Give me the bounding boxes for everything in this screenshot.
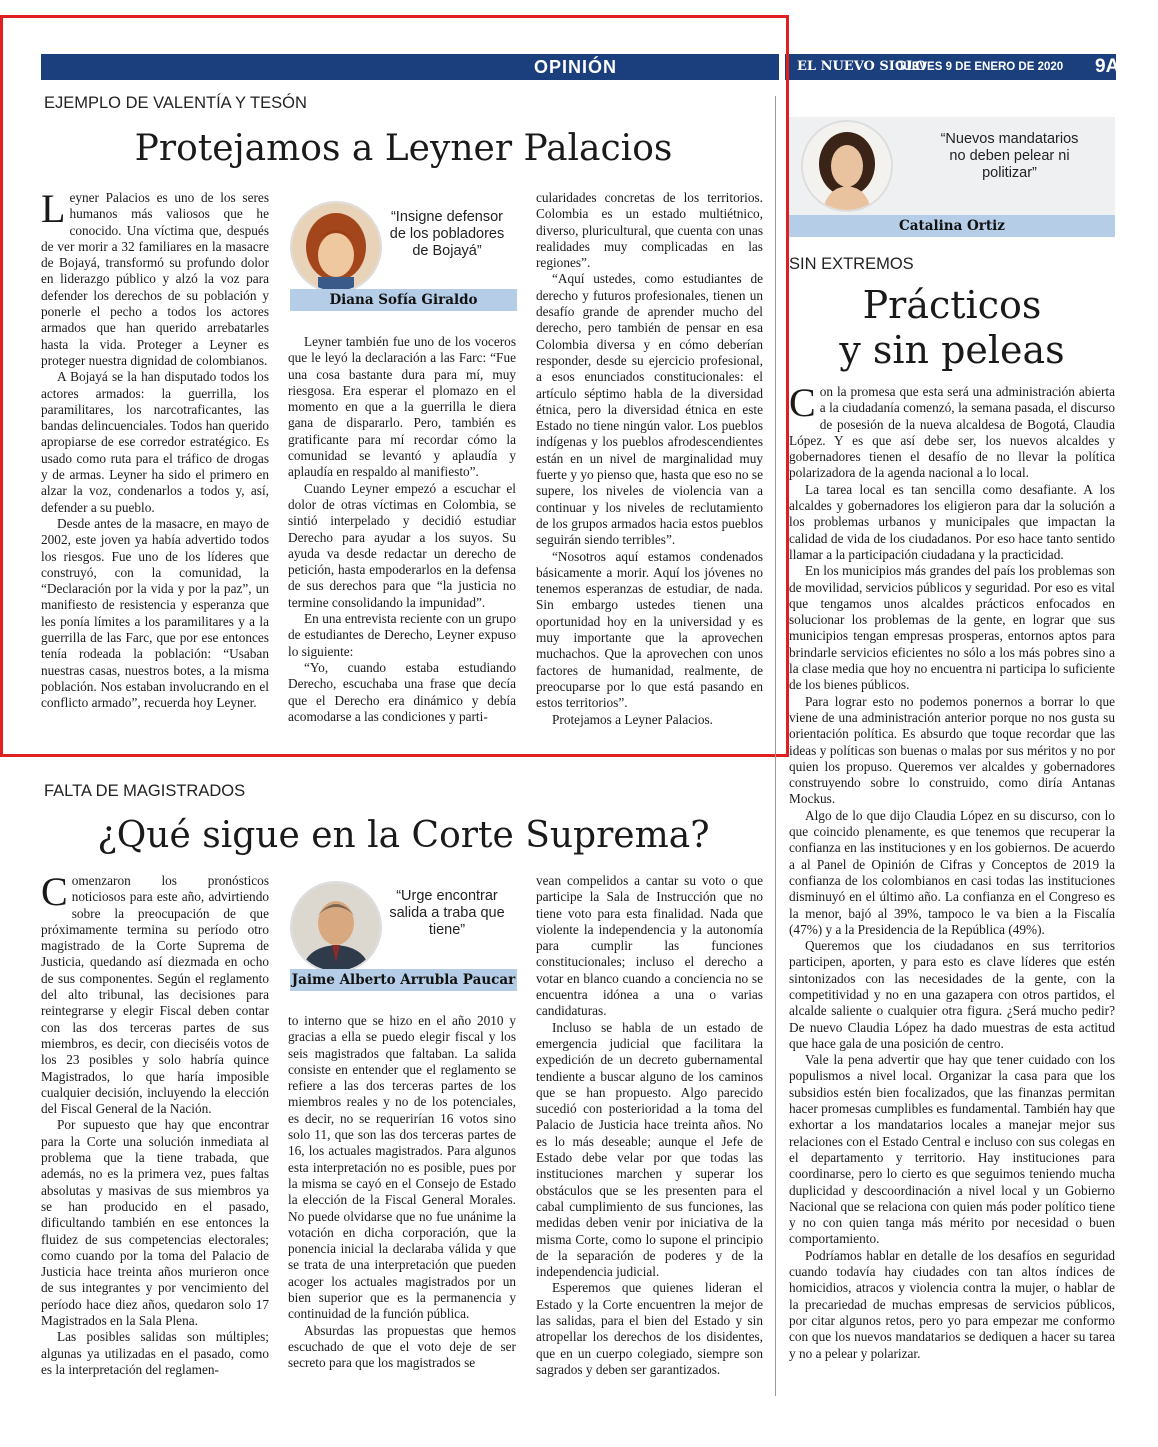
article3-p3: En los municipios más grandes del país los problemas son de movilidad, servicios públicos y seguridad. Por eso es vital que tengamos unos alcaldes prácticos enfocados en solucionar los problemas de la gente, en lograr que sus municipios tengan empresas prosperas, entornos aptos para brindarle servicios eficientes no sólo a los más pobres sino a la clase media que hoy no encuentra ni participa lo suficiente de los bienes públicos.: [789, 563, 1115, 693]
article2-col3-p3: Esperemos que quienes lideran el Estado y la Corte encuentren la mejor de las salidas, para el bien del Estado y sin atropellar los derechos de los disidentes, que en un cuerpo colegiado, siempre son sagrados y deben ser garantizados.: [536, 1280, 763, 1377]
article2-quote-text: “Urge encontrar salida a traba que tiene”: [389, 888, 505, 938]
article1-quote-text: “Insigne defensor de los pobladores de Bojayá”: [389, 209, 505, 259]
article1-column-3: [536, 190, 763, 728]
article3-author-name: Catalina Ortiz: [789, 215, 1115, 237]
article3-column: [789, 380, 1115, 1362]
article2-headline: ¿Qué sigue en la Corte Suprema?: [97, 815, 710, 856]
article2-column-2: [288, 1013, 516, 1372]
article1-kicker: EJEMPLO DE VALENTÍA Y TESÓN: [44, 94, 307, 112]
article3-quote-text: “Nuevos mandatarios no deben pelear ni politizar”: [940, 131, 1079, 181]
article2-col1-p2: Por supuesto que hay que encontrar para la Corte una solución inmediata al problema que la tiene trabada, que además, no es la primera vez, pues faltas absolutas y masivas de sus miembros ya se han producido en el pasado, dificultando también en ese entonces la fluidez de sus competencias electorales; como cuando por la toma del Palacio de Justicia hace treinta años murieron once de sus integrantes y por vencimiento del período hace diez años, quedaron solo 17 Magistrados en la Sala Plena.: [41, 1117, 269, 1329]
article2-column-1: [41, 869, 269, 1378]
article2-column-3: [536, 873, 763, 1378]
article2-col1-p1: [41, 869, 269, 1117]
portrait-icon: [292, 203, 380, 291]
article2-col3-p1: vean compelidos a cantar su voto o que participe la Sala de Instrucción que no tiene voto para esta finalidad. Nada que violente la independencia y la autonomía para cumplir las funciones constitucionales; incluso el derecho a votar en blanco cuando a conciencia no se encuentra idónea a una o varias candidaturas.: [536, 873, 763, 1019]
article3-p4: Para lograr esto no podemos ponernos a borrar lo que viene de una administración anterior porque no nos gusta su orientación política. Es absurdo que toque recordar que las ideas y políticas son buenas o malas por sus méritos y no por quien los propuso. Queremos ver alcaldes y gobernadores construyendo sobre lo construido, como diría Antanas Mockus.: [789, 693, 1115, 807]
drop-cap: C: [789, 380, 816, 425]
article3-kicker: SIN EXTREMOS: [789, 255, 914, 273]
article2-kicker: FALTA DE MAGISTRADOS: [44, 782, 246, 800]
article3-headline: [789, 283, 1115, 373]
article3-p2: La tarea local es tan sencilla como desafiante. A los alcaldes y gobernadores los eligieron para dar la solución a los problemas urbanos y municipales que impactan la calidad de vida de los ciudadanos. Por eso hace tanto sentido llamar a la participación ciudadana y la practicidad.: [789, 481, 1115, 562]
article1-pullquote: [288, 196, 517, 316]
page-number: 9A: [1095, 56, 1120, 77]
article3-pullquote: [789, 117, 1115, 237]
article1-col2-p1: Leyner también fue uno de los voceros que le leyó la declaración a las Farc: “Fue una cosa bastante dura para mí, muy riesgosa. Era esperar el plomazo en el momento en que a la guerrilla le diera gana de dispararlo. Pero, también es gratificante para mí recordar cómo la comunidad se levantó y aplaudía y aplaudía en respaldo al manifiesto”.: [288, 334, 516, 480]
section-label: OPINIÓN: [534, 57, 618, 77]
article2-col2-p1: to interno que se hizo en el año 2010 y gracias a ella se puedo elegir fiscal y los seis magistrados que faltaban. La salida consiste en entender que el reglamento se refiere a las dos terceras partes de los miembros reales y no de los potenciales, es decir, no se requerirían 16 votos sino solo 11, que son las dos terceras partes de 16, los actuales magistrados. Para algunos esta interpretación no es posible, pues por la misma se cayó en el Consejo de Estado la elección de la Fiscal General Morales. No puede olvidarse que no fue unánime la votación en dicha corporación, que la ponencia inicial la declaraba válida y que se trata de una interpretación que pueden acoger los actuales magistrados por un bien superior que es la permanencia y continuidad de la función pública.: [288, 1013, 516, 1322]
portrait-icon: [803, 122, 891, 210]
article3-headline-line2: y sin peleas: [839, 328, 1065, 372]
author-photo: [801, 120, 893, 212]
drop-cap: L: [41, 186, 66, 231]
drop-cap: C: [41, 869, 68, 914]
article3-p1: [789, 380, 1115, 482]
masthead-date: JUEVES 9 DE ENERO DE 2020: [897, 61, 1064, 73]
article1-col2-p3: En una entrevista reciente con un grupo de estudiantes de Derecho, Leyner expuso lo siguiente:: [288, 611, 516, 659]
article1-col3-p3: “Nosotros aquí estamos condenados básicamente a morir. Aquí los jóvenes no tenemos esperanzas de estudiar, de nada. Sin embargo ustedes tienen una oportunidad hoy en la universidad y es muy importante que la aprovechen muchachos. Que la aprovechen con unos factores de humanidad, realmente, de preocuparse por lo que está pasando en estos territorios”.: [536, 548, 763, 711]
article2-col3-p2: Incluso se habla de un estado de emergencia judicial que facilitara la expedición de un decreto gubernamental tendiente a buscar alguno de los caminos que se han propuesto. Algo parecido sucedió con posterioridad a la toma del Palacio de Justicia hace treinta años. No es lo más deseable; aunque el Jefe de Estado debe velar por que todas las instituciones marchen y superar los obstáculos que se les presenten para el cabal cumplimiento de sus funciones, las medidas deben venir por iniciativa de la misma Corte, como lo supone el principio de la separación de poderes y de la independencia judicial.: [536, 1019, 763, 1280]
article3-p7: Vale la pena advertir que hay que tener cuidado con los populismos a nivel local. Organizar la casa para que los subsidios estén bien focalizados, que las finanzas permitan hacer promesas cumplibles es fundamental. También hay que exhortar a los mandatarios locales a manejar mejor sus relaciones con el Estado Central e incluso con sus colegas en el departamento y territorio. Hay instituciones para coordinarse, pero lo cierto es que seguimos teniendo mucha duplicidad y descoordinación a nivel local y un Gobierno Nacional que se relaciona con quien más poder político tiene y no con quien tanga más mérito por necesidad o buen comportamiento.: [789, 1052, 1115, 1247]
article1-col1-p3: Desde antes de la masacre, en mayo de 2002, este joven ya había advertido todos los riesgos. Fue uno de los líderes que construyó, con la comunidad, la “Declaración por la vida y por la paz”, un manifiesto de resistencia y esperanza que les ponía límites a los paramilitares y a la guerrilla de las Farc, que por ese entonces tenía rodeada la población: “Usaban nuestras casas, nuestros botes, a la misma población. Nos estaban involucrando en el conflicto armado”, recuerda hoy Leyner.: [41, 515, 269, 711]
article2-col1-p3: Las posibles salidas son múltiples; algunas ya utilizadas en el pasado, como es la interpretación del reglamen-: [41, 1329, 269, 1377]
article2-author-name: Jaime Alberto Arrubla Paucar: [290, 969, 517, 991]
article3-p5: Algo de lo que dijo Claudia López en su discurso, con lo que coincido plenamente, es que tenemos que recuperar la confianza en las instituciones y en los gobiernos. De acuerdo a al Panel de Opinión de Cifras y Conceptos de 2019 la confianza de los colombianos en casi todas las instituciones disminuyó en el último año. La confianza en el Congreso es la menor, bajó al 39%, tampoco le va bien a la Fiscalía (47%) y a la Presidencia de la República (49%).: [789, 807, 1115, 937]
author-photo: [290, 201, 382, 293]
article1-col3-p4: Protejamos a Leyner Palacios.: [552, 711, 713, 727]
article1-col3-p2: “Aquí ustedes, como estudiantes de derecho y futuros profesionales, tienen un desafío grande de aprender mucho del derecho, pero también de pensar en esa Colombia diversa y en cómo deberían responder, desde su ejercicio profesional, a esos enunciados constitucionales: el artículo séptimo habla de la diversidad étnica, pero la diversidad étnica en este Estado no tiene ningún valor. Los pueblos indígenas y los pueblos afrodescendientes están en un nivel de marginalidad muy fuerte y yo pienso que, hasta que eso no se supere, los niveles de violencia van a continuar y los niveles de reclutamiento de los grupos armados hacia estos pueblos seguirán siendo terribles”.: [536, 271, 763, 548]
article1-col1-p1-text: eyner Palacios es uno de los seres humanos más valiosos que he conocido. Una víctima que, después de ver morir a 32 familiares en la masacre de Bojayá, transformó su profundo dolor en liderazgo público y alzó la voz para defender los derechos de su población y ponerle el pecho a todos los actores armados que han querido arrebatarles hasta la vida. Proteger a Leyner es proteger nuestra dignidad de colombianos.: [41, 190, 269, 368]
masthead-bar: [785, 54, 1120, 80]
article2-col2-p2: Absurdas las propuestas que hemos escuchado de que el voto deje de ser secreto para que los magistrados se: [288, 1322, 516, 1371]
column-divider: [775, 96, 776, 1396]
article3-headline-line1: Prácticos: [862, 283, 1042, 327]
article2-pullquote: [288, 875, 517, 995]
article1-col1-p2: A Bojayá se la han disputado todos los actores armados: la guerrilla, los paramilitares, los narcotraficantes, las bandas delincuenciales. Todos han querido apropiarse de ese corredor estratégico. Es usado como ruta para el tráfico de drogas y de armas. Leyner ha sido el primero en alzar la voz, condenarlos a todos y, así, defender a su pueblo.: [41, 369, 269, 515]
article3-p6: Queremos que los ciudadanos en sus territorios participen, aporten, y para esto es clave líderes que estén sintonizados con las necesidades de la gente, con la competitividad y no en una gazapera con otros partidos, el alcalde saliente o cualquier otra figura. ¿Será mucho pedir? De nuevo Claudia López ha dado muestras de esta actitud que hace gala de una posición de centro.: [789, 938, 1115, 1051]
article1-col3-p1: cularidades concretas de los territorios. Colombia es un estado multiétnico, diverso, pluricultural, que cuenta con unas realidades muy complicadas en las regiones”.: [536, 190, 763, 271]
article1-headline: Protejamos a Leyner Palacios: [134, 128, 673, 169]
portrait-icon: [292, 883, 380, 971]
masthead-name: EL NUEVO SIGLO: [797, 59, 927, 74]
article1-col1-p1: [41, 186, 269, 369]
article3-p8: Podríamos hablar en detalle de los desafíos en seguridad cuando todavía hay ciudades con tan altos índices de homicidios, atracos y violencia contra la mujer, o hablar de la precariedad de muchas empresas de servicios públicos, por citar algunos retos, pero yo para empezar me conformo con que los nuevos mandatarios se dediquen a hacer su tarea y no a pelear y polarizar.: [789, 1247, 1115, 1361]
article1-col2-p4: “Yo, cuando estaba estudiando Derecho, escuchaba una frase que decía que el Derecho era dinámico y debía acomodarse a las condiciones y parti-: [288, 659, 516, 724]
author-photo: [290, 881, 382, 973]
article1-col2-p2: Cuando Leyner empezó a escuchar el dolor de otras víctimas en Colombia, se sintió interpelado y decidió estudiar Derecho para ayudar a los suyos. Su ayuda va desde redactar un derecho de petición, hasta empoderarlos en la defensa de sus derechos para que “la justicia no termine consolidando la impunidad”.: [288, 480, 516, 610]
article2-col1-p1-text: omenzaron los pronósticos noticiosos para este año, advirtiendo sobre la preocupación de que próximamente termina su período otro magistrado de la Corte Suprema de Justicia, quedando así diezmada en ocho de sus componentes. Según el reglamento del alto tribunal, las decisiones para reintegrarse y elegir Fiscal deben contar con las dos terceras partes de sus miembros, es decir, con dieciséis votos de los 23 posibles y solo habría quince Magistrados, lo que haría imposible cualquier decisión, incluyendo la elección del Fiscal General de la Nación.: [41, 873, 269, 1117]
article1-column-1: [41, 186, 269, 712]
article1-author-name: Diana Sofía Giraldo: [290, 289, 517, 311]
article1-column-2: [288, 334, 516, 725]
article3-p1-text: on la promesa que esta será una administración abierta a la ciudadanía comenzó, la semana pasada, el discurso de posesión de la nueva alcaldesa de Bogotá, Claudia López. Y es que así debe ser, los nuevos alcaldes y gobernadores tienen el desafío de no llevar la política polarizadora de la agenda nacional a lo local.: [789, 384, 1115, 481]
